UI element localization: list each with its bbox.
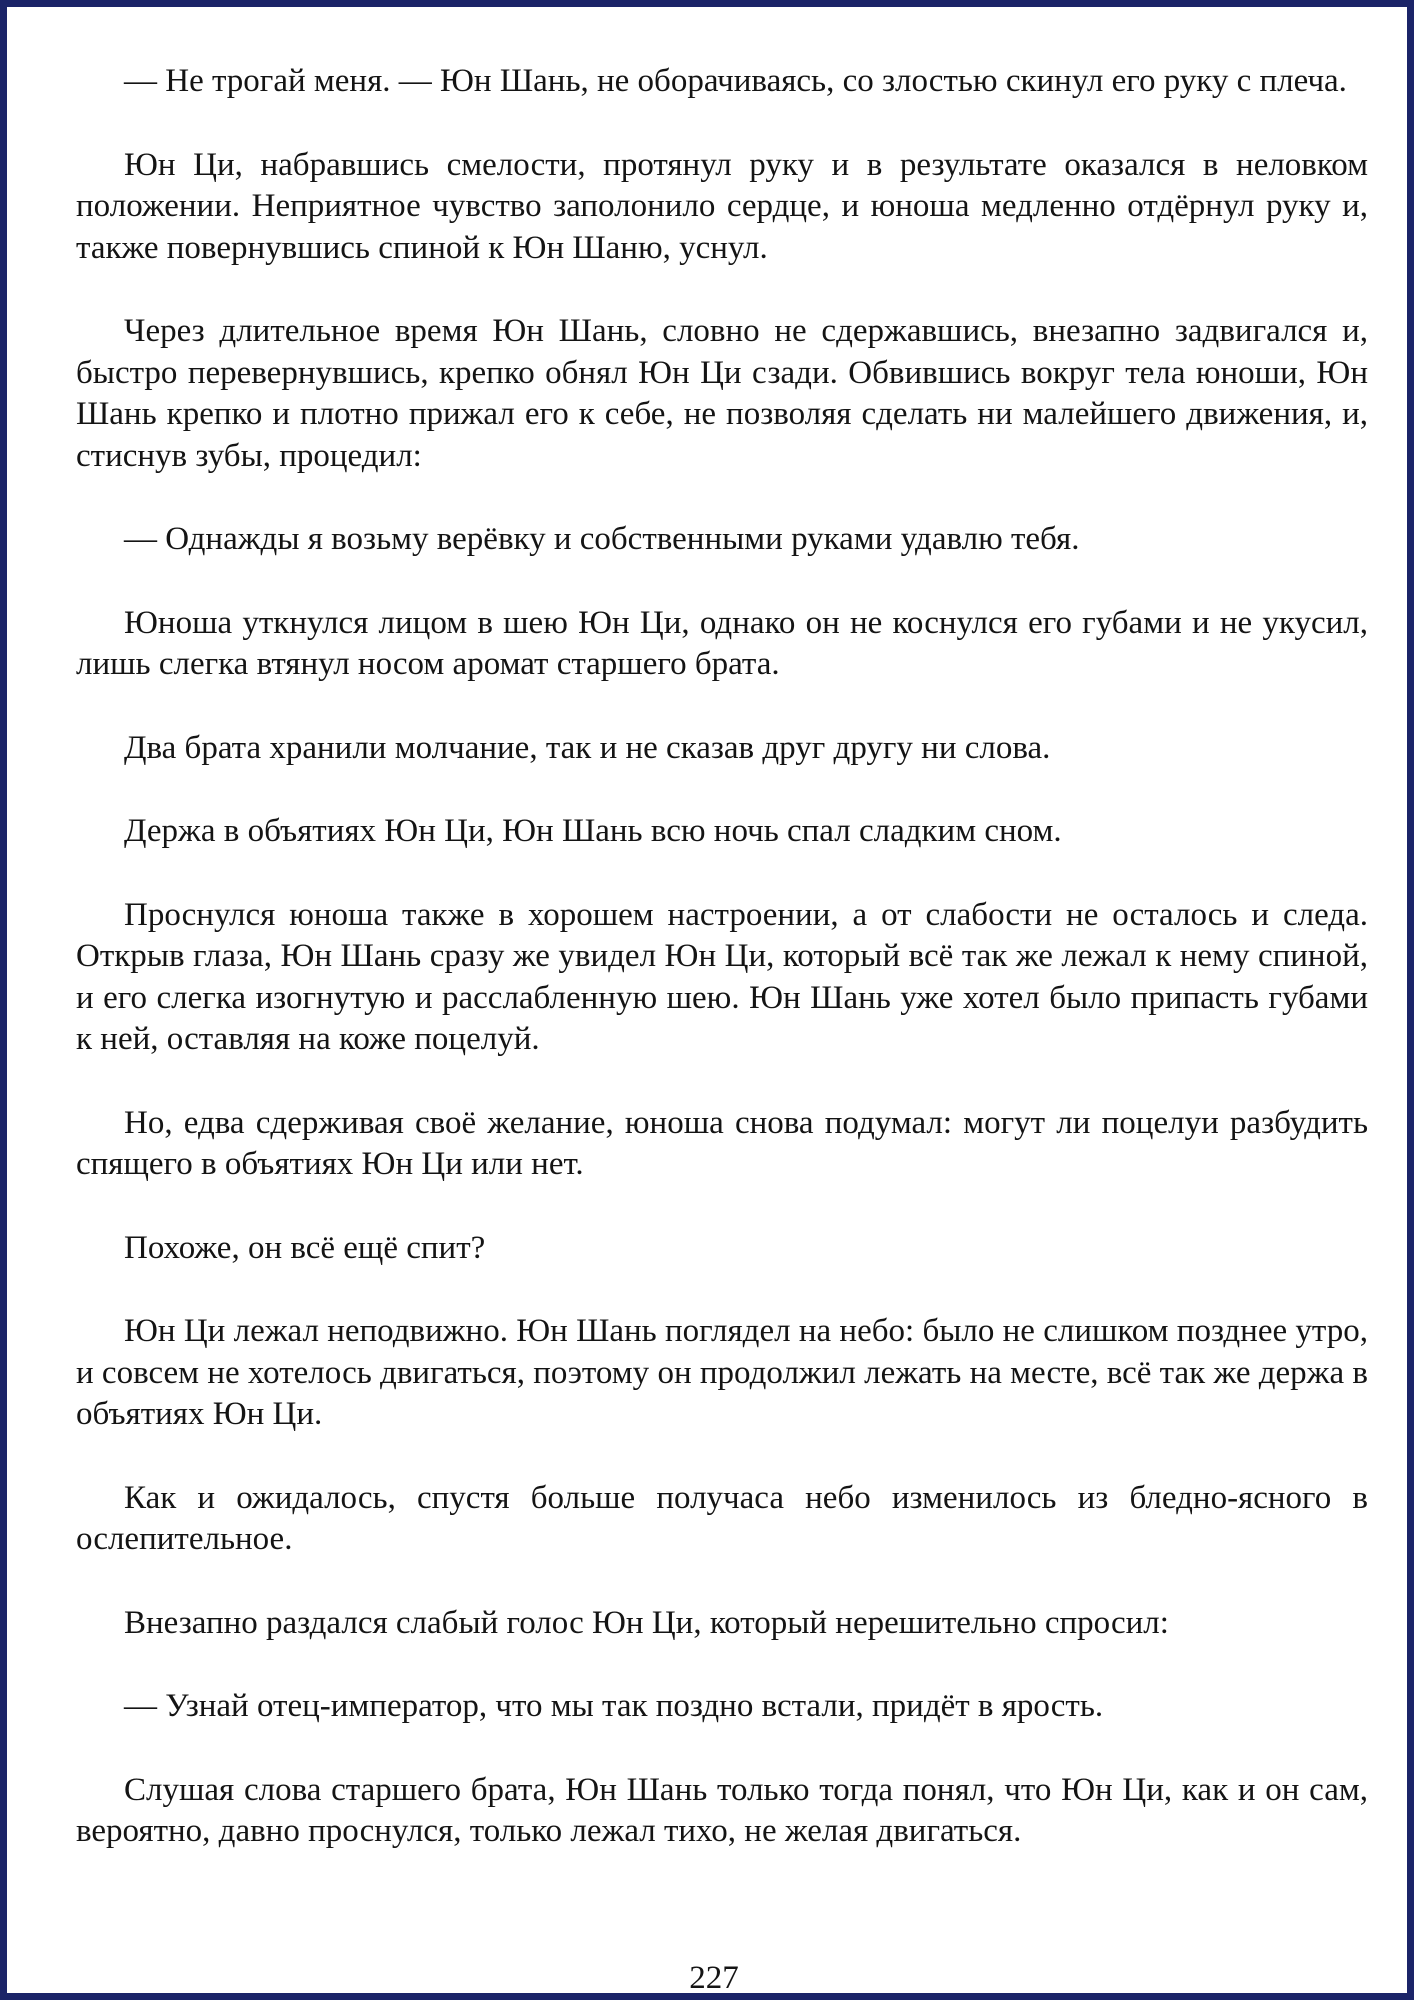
paragraph: Как и ожидалось, спустя больше получаса небо изменилось из бледно-ясного в ослепительное. (76, 1479, 1368, 1557)
paragraph: Два брата хранили молчание, так и не сказав друг другу ни слова. (124, 729, 1051, 766)
paragraph: Слушая слова старшего брата, Юн Шань только тогда понял, что Юн Ци, как и он сам, вероятно, давно проснулся, только лежал тихо, не желая двигаться. (76, 1771, 1368, 1849)
paragraph: — Однажды я возьму верёвку и собственными руками удавлю тебя. (124, 521, 1080, 557)
paragraph: Юн Ци, набравшись смелости, протянул руку и в результате оказался в неловком положении. Неприятное чувство заполонило сердце, и юноша медленно отдёрнул руку и, также повернувшись спиной к Юн Шаню, уснул. (76, 146, 1368, 266)
paragraph: Через длительное время Юн Шань, словно не сдержавшись, внезапно задвигался и, быстро перевернувшись, крепко обнял Юн Ци сзади. Обвившись вокруг тела юноши, Юн Шань крепко и плотно прижал его к себе, не позволяя сделать ни малейшего движения, и, стиснув зубы, процедил: (76, 313, 1368, 474)
page-number: 227 (689, 1960, 739, 1996)
paragraph: Держа в объятиях Юн Ци, Юн Шань всю ночь спал сладким сном. (124, 813, 1062, 849)
paragraph: Внезапно раздался слабый голос Юн Ци, который нерешительно спросил: (124, 1604, 1169, 1641)
paragraph: Похоже, он всё ещё спит? (124, 1229, 486, 1266)
paragraph: Юноша уткнулся лицом в шею Юн Ци, однако он не коснулся его губами и не укусил, лишь слегка втянул носом аромат старшего брата. (76, 604, 1368, 682)
paragraph: Проснулся юноша также в хорошем настроении, а от слабости не осталось и следа. Открыв глаза, Юн Шань сразу же увидел Юн Ци, который всё так же лежал к нему спиной, и его слегка изогнутую и расслабленную шею. Юн Шань уже хотел было припасть губами к ней, оставляя на коже поцелуй. (76, 896, 1368, 1057)
text-column (76, 61, 1368, 1895)
paragraph: Юн Ци лежал неподвижно. Юн Шань поглядел на небо: было не слишком позднее утро, и совсем не хотелось двигаться, поэтому он продолжил лежать на месте, всё так же держа в объятиях Юн Ци. (76, 1313, 1368, 1432)
paragraph: — Узнай отец-император, что мы так поздно встали, придёт в ярость. (124, 1688, 1104, 1724)
paragraph: Но, едва сдерживая своё желание, юноша снова подумал: могут ли поцелуи разбудить спящего в объятиях Юн Ци или нет. (76, 1104, 1368, 1182)
paragraph: — Не трогай меня. — Юн Шань, не оборачиваясь, со злостью скинул его руку с плеча. (124, 63, 1347, 99)
